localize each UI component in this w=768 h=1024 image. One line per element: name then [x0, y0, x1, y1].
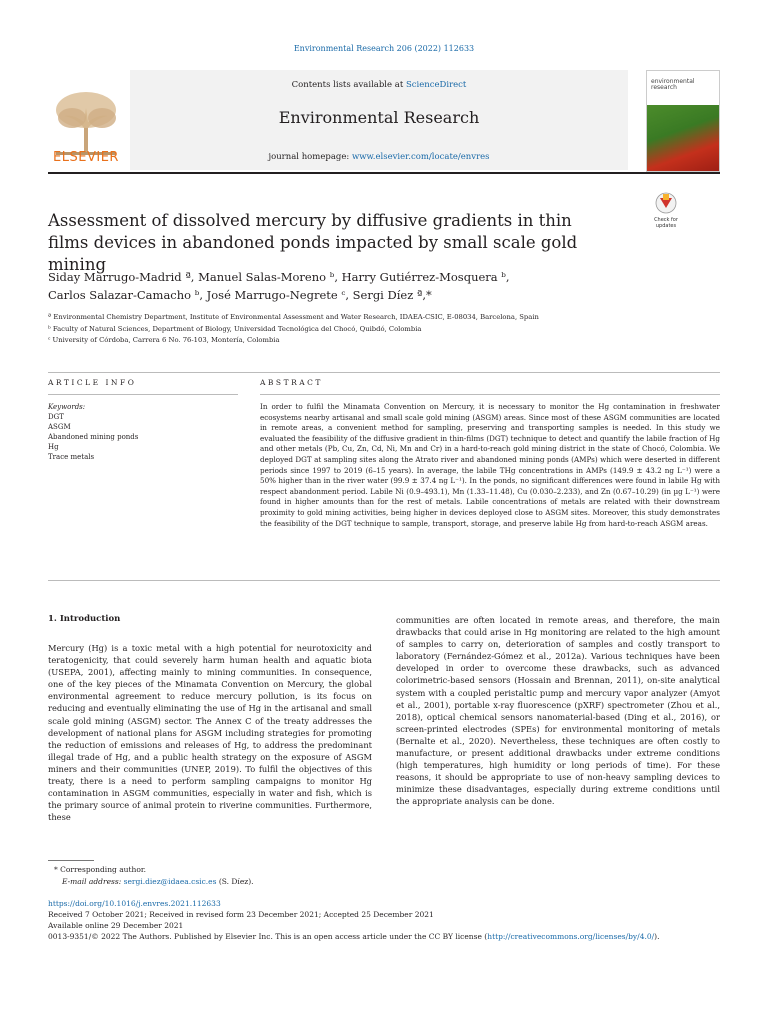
abstract-rule [260, 394, 720, 395]
article-info-heading: ARTICLE INFO [48, 378, 137, 387]
journal-citation[interactable]: Environmental Research 206 (2022) 112633 [293, 44, 475, 53]
keyword: Hg [48, 443, 59, 451]
cover-title: environmental research [651, 78, 695, 91]
keyword: DGT [48, 413, 64, 421]
license-prefix: 0013-9351/© 2022 The Authors. Published by Elsevier Inc. This is an open access article under the CC BY license ( [48, 932, 488, 941]
homepage-link[interactable]: www.elsevier.com/locate/envres [351, 152, 490, 162]
footnote-rule [48, 860, 94, 861]
intro-column-2: communities are often located in remote areas, and therefore, the main drawbacks that could arise in Hg monitoring are related to the high amount of samples to carry on, deterioration of samples and costly transport to laboratory (Fernández-Gómez et al., 2012a). Various techniques have been developed in order to overcome these drawbacks, such as advanced colorimetric-based sensors (Hossain and Brennan, 2011), on-site analytical system with a coupled peristaltic pump and mercury vapor analyzer (Amyot et al., 2001), portable x-ray fluorescence (pXRF) spectrometer (Zhou et al., 2018), optical chemical sensors nanomaterial-based (Ding et al., 2016), or screen-printed electrodes (SPEs) for environmental monitoring of metals (Bernalte et al., 2020). Nevertheless, these techniques are often costly to manufacture, or present additional drawbacks under extreme conditions (high temperatures, high humidity or long periods of time). For these reasons, it should be appropriate to use of non-heavy sampling devices to minimize these disadvantages, especially during extreme conditions until the appropriate analysis can be done. [396, 615, 720, 807]
footnotes [48, 864, 728, 887]
crossmark-icon[interactable] [646, 192, 686, 230]
journal-title: Environmental Research [278, 108, 480, 127]
abstract-heading: ABSTRACT [260, 378, 323, 387]
intro-column-1: Mercury (Hg) is a toxic metal with a high potential for neurotoxicity and teratogenicity, that could severely harm human health and aquatic biota (USEPA, 2001), affecting mainly to mining communities. In consequence, one of the key pieces of the Minamata Convention on Mercury, the global environmental agreement to reduce mercury pollution, is its focus on reducing and eventually eliminating the use of Hg in the artisanal and small scale gold mining (ASGM) sector. The Annex C of the treaty addresses the development of national plans for ASGM including strategies for promoting the reduction of emissions and releases of Hg, to address the predominant illegal trade of Hg, and a public health strategy on the exposure of ASGM miners and their communities (UNEP, 2019). To fulfil the objectives of this treaty, there is a need to perform sampling campaigns to monitor Hg contamination in ASGM communities, especially in water and fish, which is the primary source of animal protein to riverine communities. Furthermore, these [48, 643, 372, 823]
keywords-label: Keywords: [48, 403, 86, 411]
article-metadata [48, 898, 738, 942]
journal-cover[interactable] [646, 70, 720, 172]
introduction-heading: 1. Introduction [48, 614, 121, 624]
contents-line [130, 80, 628, 90]
license-suffix: ). [654, 932, 660, 941]
license-line [48, 931, 738, 942]
email-link[interactable]: sergi.diez@idaea.csic.es [123, 876, 217, 886]
cover-image [647, 105, 719, 171]
abstract-text: In order to fulfil the Minamata Convention on Mercury, it is necessary to monitor the Hg contamination in freshwater ecosystems nearby artisanal and small scale gold mining (ASGM) areas. Since most of these ASGM communities are located in remote areas, a convenient method for sampling, preserving and transporting samples is needed. In this study we evaluated the feasibility of the diffusive gradient in thin-films (DGT) technique to detect and quantify the labile fraction of Hg and other metals (Pb, Cu, Zn, Cd, Ni, Mn and Cr) in a hard-to-reach gold mining district in the state of Chocó, Colombia. We deployed DGT at sampling sites along the Atrato river and abandoned mining ponds (AMPs) which were deserted in different periods since 1997 to 2019 (6–15 years). In average, the labile THg concentrations in AMPs (149.9 ± 43.2 ng L⁻¹) were a 50% higher than in the river water (99.9 ± 37.4 ng L⁻¹). In the ponds, no significant differences were found in labile Hg with respect abandonment period. Labile Ni (0.9–493.1), Mn (1.33–11.48), Cu (0.030–2.233), and Zn (0.67–10.29) (in µg L⁻¹) were found in higher amounts than for the rest of metals. Labile concentrations of metals are related with their downstream proximity to gold mining activities, being higher in devices deployed close to ASGM sites. Moreover, this study demonstrates the feasibility of the DGT technique to sample, transport, storage, and preserve labile Hg from hard-to-reach ASGM areas. [260, 402, 720, 528]
available-online: Available online 29 December 2021 [48, 921, 184, 930]
contents-prefix: Contents lists available at [291, 80, 406, 90]
email-label: E-mail address: [62, 876, 124, 886]
abstract-bottom-rule [48, 580, 720, 581]
homepage-prefix: journal homepage: [268, 152, 352, 162]
header-rule [48, 172, 720, 174]
journal-homepage [130, 152, 628, 162]
authors-line-1: Siday Marrugo-Madrid ª, Manuel Salas-Moreno ᵇ, Harry Gutiérrez-Mosquera ᵇ, [48, 270, 510, 284]
affiliations [48, 312, 688, 347]
affiliation-rule [48, 372, 720, 373]
sciencedirect-link[interactable]: ScienceDirect [405, 80, 467, 90]
affiliation-a: ª Environmental Chemistry Department, Institute of Environmental Assessment and Water Research, IDAEA-CSIC, E-08034, Barcelona, Spain [48, 313, 539, 321]
email-suffix: (S. Díez). [216, 876, 254, 886]
keyword: ASGM [48, 423, 71, 431]
license-link[interactable]: http://creativecommons.org/licenses/by/4.0/ [487, 932, 655, 941]
received-dates: Received 7 October 2021; Received in revised form 23 December 2021; Accepted 25 December 2021 [48, 910, 434, 919]
svg-text:Check for: Check for [654, 217, 678, 223]
author-list [48, 268, 648, 304]
email-note [48, 876, 728, 888]
affiliation-c: ᶜ University of Córdoba, Carrera 6 No. 76-103, Montería, Colombia [48, 336, 280, 344]
svg-text:updates: updates [655, 223, 677, 229]
keywords-block [48, 402, 238, 462]
article-info-rule [48, 394, 238, 395]
publisher-name: ELSEVIER [53, 150, 119, 165]
authors-line-2: Carlos Salazar-Camacho ᵇ, José Marrugo-Negrete ᶜ, Sergi Díez ª,* [48, 288, 432, 302]
paper-title: Assessment of dissolved mercury by diffusive gradients in thin films devices in abandoned ponds impacted by small scale gold mining [48, 211, 578, 274]
doi-link[interactable]: https://doi.org/10.1016/j.envres.2021.112633 [48, 899, 221, 908]
keyword: Trace metals [48, 453, 95, 461]
keyword: Abandoned mining ponds [48, 433, 139, 441]
corresponding-author-note: * Corresponding author. [54, 865, 147, 874]
affiliation-b: ᵇ Faculty of Natural Sciences, Department of Biology, Universidad Tecnológica del Chocó, Quibdó, Colombia [48, 324, 422, 333]
